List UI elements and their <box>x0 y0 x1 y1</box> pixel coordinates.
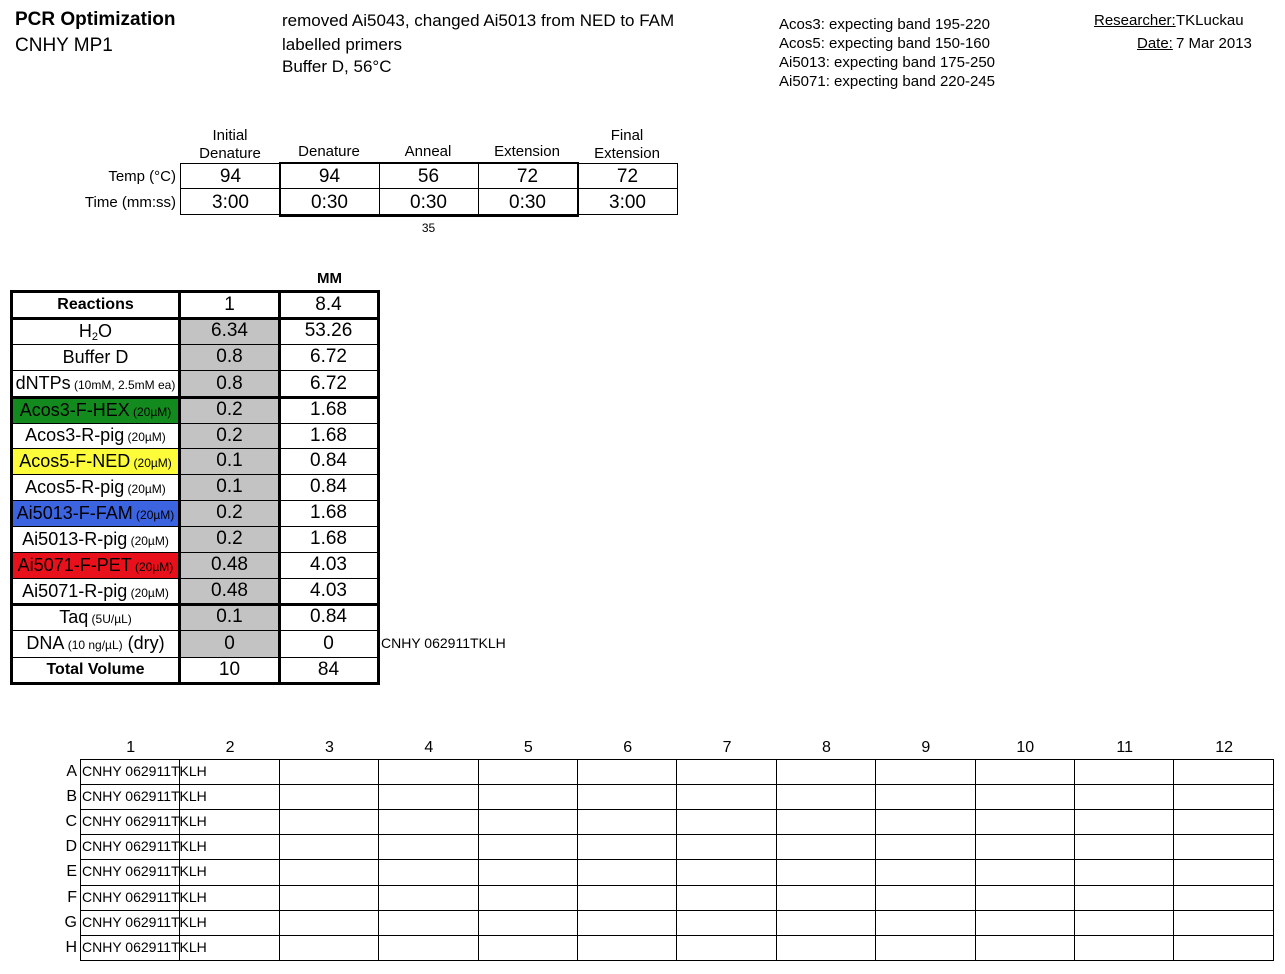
per-reaction-volume: 0.8 <box>216 346 243 367</box>
step-header-line: Initial <box>212 127 248 144</box>
reagent-name: Acos5-R-pig <box>25 477 125 497</box>
per-reaction-volume: 0.1 <box>216 476 243 497</box>
reagent-name: Acos5-F-NED <box>19 451 131 471</box>
step-header: Anneal <box>404 143 452 160</box>
per-reaction-volume: 0.48 <box>211 580 248 601</box>
page-title: PCR Optimization <box>15 9 176 30</box>
mastermix-volume: 0.84 <box>310 606 347 627</box>
reagent-label <box>12 604 179 630</box>
mastermix-volume: 84 <box>317 659 340 680</box>
reagent-name: Reactions <box>57 296 134 313</box>
step-header-line: Denature <box>199 145 261 162</box>
reagent-label: $H_2O$ <box>78 321 113 343</box>
per-reaction-volume: 10 <box>218 659 241 680</box>
researcher-value: TKLuckau <box>1176 12 1244 29</box>
reagent-concentration: (20µM) <box>127 534 169 548</box>
plate-row-label: D <box>65 838 77 856</box>
reagent-name: dNTPs <box>15 373 71 393</box>
reagent-label <box>12 474 179 500</box>
time-cell: 0:30 <box>509 192 546 213</box>
band-note: Acos3: expecting band 195-220 <box>779 16 990 33</box>
step-header <box>578 127 676 163</box>
per-reaction-volume: 0 <box>224 633 235 654</box>
plate-column-label: 4 <box>424 739 434 756</box>
reagent-concentration: (20µM) <box>127 586 169 600</box>
step-header: Extension <box>494 143 560 160</box>
reagent-concentration: (20µM) <box>132 508 175 522</box>
reagent-label <box>12 630 179 657</box>
reagent-name: Acos3-R-pig <box>25 425 125 445</box>
time-cell: 3:00 <box>212 192 249 213</box>
plate-well-sample[interactable]: CNHY 062911TKLH <box>82 838 207 855</box>
plate-column-label: 7 <box>722 739 732 756</box>
reagent-label <box>12 397 179 423</box>
reagent-name: Acos3-F-HEX <box>19 400 130 420</box>
time-cell: 0:30 <box>410 192 447 213</box>
step-header: Denature <box>298 143 360 160</box>
step-header-line: Final <box>610 127 644 144</box>
temp-cell: 72 <box>516 166 539 187</box>
reagent-name: Ai5013-R-pig <box>22 529 128 549</box>
reagent-concentration: (5U/µL) <box>88 612 132 626</box>
dna-dry-note: (dry) <box>122 633 165 653</box>
mastermix-volume: 1.68 <box>310 425 347 446</box>
plate-column-label: 5 <box>523 739 533 756</box>
reagent-label <box>12 423 179 448</box>
per-reaction-volume: 0.2 <box>216 528 243 549</box>
reagent-name: Ai5013-F-FAM <box>16 503 133 523</box>
per-reaction-volume: 0.2 <box>216 399 243 420</box>
plate-well-sample[interactable]: CNHY 062911TKLH <box>82 913 207 930</box>
note-line: Buffer D, 56°C <box>282 57 392 76</box>
plate-column-label: 12 <box>1215 739 1233 756</box>
reagent-label <box>12 578 179 604</box>
mastermix-volume: 0.84 <box>310 450 347 471</box>
step-header-line: Extension <box>594 145 660 162</box>
per-reaction-volume: 0.1 <box>216 606 243 627</box>
reagent-name: Total Volume <box>46 661 145 678</box>
reagent-name: DNA <box>26 633 65 653</box>
mastermix-volume: 1.68 <box>310 399 347 420</box>
mastermix-volume: 6.72 <box>310 346 347 367</box>
reagent-label <box>12 526 179 552</box>
band-note: Ai5071: expecting band 220-245 <box>779 73 996 90</box>
mastermix-volume: 4.03 <box>310 580 347 601</box>
plate-row-label: B <box>66 788 77 806</box>
reagent-concentration: (20µM) <box>129 405 172 419</box>
temp-cell: 94 <box>318 166 341 187</box>
date-label: Date: <box>1137 35 1173 52</box>
reagent-label <box>12 344 179 370</box>
reagent-label <box>12 291 179 318</box>
plate-column-label: 1 <box>126 739 136 756</box>
cycle-count: 35 <box>421 221 436 235</box>
plate-well-sample[interactable]: CNHY 062911TKLH <box>82 938 207 955</box>
reagent-concentration: (20µM) <box>124 482 166 496</box>
reagent-name: Taq <box>59 607 89 627</box>
time-label: Time (mm:ss) <box>84 194 176 211</box>
per-reaction-volume: 0.2 <box>216 425 243 446</box>
temp-cell: 56 <box>417 166 440 187</box>
plate-row-label: C <box>65 813 77 831</box>
mastermix-volume: 8.4 <box>315 294 342 315</box>
temp-cell: 94 <box>219 166 242 187</box>
plate-column-label: 2 <box>225 739 235 756</box>
recipe-table <box>10 291 380 685</box>
plate-row-label: F <box>67 888 77 906</box>
temp-label: Temp (°C) <box>108 168 176 185</box>
reagent-concentration: (20µM) <box>124 430 166 444</box>
mastermix-volume: 0 <box>323 633 334 654</box>
plate-column-label: 3 <box>325 739 334 756</box>
reagent-name: Ai5071-F-PET <box>17 555 132 575</box>
reagent-label <box>12 657 179 683</box>
dna-sample-label: CNHY 062911TKLH <box>381 635 506 651</box>
per-reaction-volume: 0.1 <box>216 450 243 471</box>
time-cell: 0:30 <box>311 192 348 213</box>
plate-well-sample[interactable]: CNHY 062911TKLH <box>82 888 207 905</box>
reagent-concentration: (20µM) <box>130 456 172 470</box>
plate-well-sample[interactable]: CNHY 062911TKLH <box>82 788 207 805</box>
page-subtitle: CNHY MP1 <box>15 35 113 56</box>
reagent-concentration: (20µM) <box>131 560 174 574</box>
mastermix-volume: 4.03 <box>310 554 347 575</box>
plate-column-label: 8 <box>822 739 831 756</box>
reagent-label <box>12 370 179 397</box>
plate-row-label: G <box>64 913 77 931</box>
plate-column-label: 10 <box>1016 739 1035 756</box>
mastermix-volume: 6.72 <box>310 373 347 394</box>
per-reaction-volume: 0.48 <box>211 554 248 575</box>
band-note: Acos5: expecting band 150-160 <box>779 35 990 52</box>
plate-well-sample[interactable]: CNHY 062911TKLH <box>82 763 207 779</box>
researcher-label: Researcher: <box>1094 12 1176 29</box>
temp-cell: 72 <box>616 166 639 187</box>
per-reaction-volume: 0.2 <box>216 502 243 523</box>
mastermix-volume: 0.84 <box>310 476 347 497</box>
per-reaction-volume: 6.34 <box>211 320 248 341</box>
per-reaction-volume: 1 <box>224 294 235 315</box>
date-value: 7 Mar 2013 <box>1176 35 1252 52</box>
step-header <box>181 127 279 163</box>
reagent-label <box>12 500 179 526</box>
reagent-concentration: (10 ng/µL) <box>64 638 123 652</box>
mastermix-volume: 53.26 <box>304 320 353 341</box>
plate-column-label: 9 <box>921 739 931 756</box>
plate-well-sample[interactable]: CNHY 062911TKLH <box>82 863 207 880</box>
plate-row-label: H <box>65 938 77 956</box>
band-note: Ai5013: expecting band 175-250 <box>779 54 996 71</box>
plate-column-label: 11 <box>1116 739 1133 756</box>
note-line: labelled primers <box>282 35 402 54</box>
mm-header: MM <box>317 270 342 287</box>
mastermix-volume: 1.68 <box>310 528 347 549</box>
mastermix-volume: 1.68 <box>310 502 347 523</box>
reagent-name: Ai5071-R-pig <box>22 581 128 601</box>
plate-row-label: E <box>66 863 77 881</box>
plate-column-label: 6 <box>623 739 633 756</box>
time-cell: 3:00 <box>609 192 646 213</box>
reagent-label <box>12 448 179 474</box>
plate-well-sample[interactable]: CNHY 062911TKLH <box>82 813 207 830</box>
reagent-name: Buffer D <box>62 347 129 367</box>
plate-row-label: A <box>66 763 77 780</box>
reagent-concentration: (10mM, 2.5mM ea) <box>70 378 176 392</box>
reagent-label <box>12 552 179 578</box>
note-line: removed Ai5043, changed Ai5013 from NED to FAM <box>282 11 675 30</box>
per-reaction-volume: 0.8 <box>216 373 243 394</box>
